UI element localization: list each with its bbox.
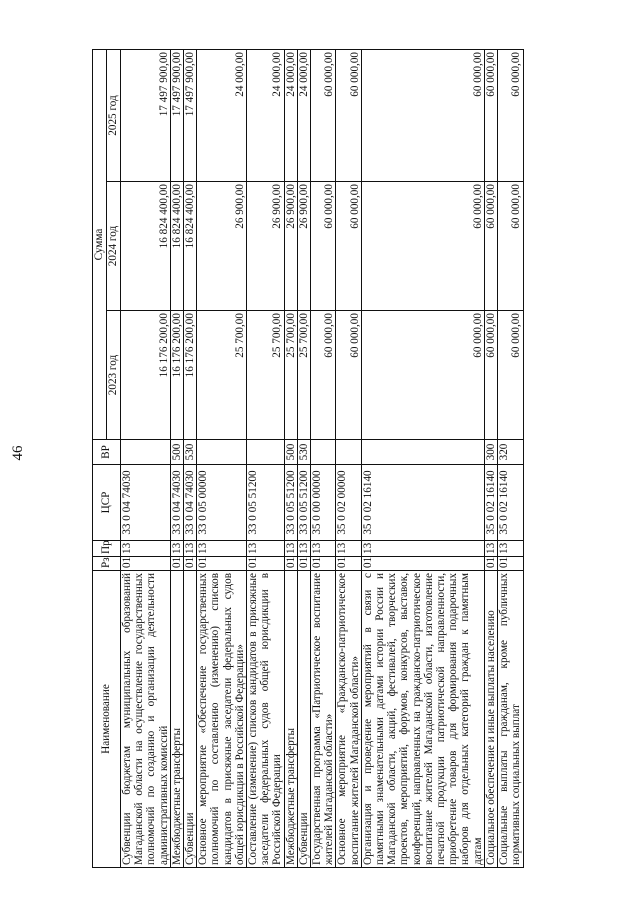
cell-2023: 16 176 200,00 [121, 311, 171, 440]
cell-pr: 13 [297, 541, 310, 557]
cell-name: Основное мероприятие «Гражданско-патриотическое воспитание жителей Магаданской области» [336, 571, 361, 868]
cell-rz: 01 [361, 557, 484, 571]
cell-2024: 60 000,00 [311, 182, 336, 311]
table-row [336, 49, 361, 867]
cell-vr: 500 [170, 440, 183, 465]
cell-2023: 16 176 200,00 [184, 311, 197, 440]
cell-vr [336, 440, 361, 465]
table-body [121, 49, 524, 867]
cell-2023: 60 000,00 [484, 311, 497, 440]
cell-vr [311, 440, 336, 465]
cell-csr: 35 0 00 00000 [311, 465, 336, 541]
cell-vr [247, 440, 285, 465]
cell-rz: 01 [297, 557, 310, 571]
cell-name: Организация и проведение мероприятий в связи с памятными знаменательными датами истории России и Магаданской области, акций, фестивалей, творческих проектов, мероприятий, форумов, конкурсов, выставок, конференций, направленных на гражданско-патриотическое воспитание жителей Магаданской области, изготовление печатной продукции патриотической направленности, приобретение товаров для формирования подарочных наборов для отдельных категорий граждан к памятным датам [361, 571, 484, 868]
cell-rz: 01 [498, 557, 523, 571]
cell-csr: 33 0 05 51200 [297, 465, 310, 541]
cell-csr: 33 0 05 51200 [284, 465, 297, 541]
header-csr: ЦСР [93, 465, 121, 541]
cell-2023: 60 000,00 [361, 311, 484, 440]
table-row [284, 49, 297, 867]
cell-vr: 320 [498, 440, 523, 465]
header-pr: Пр [93, 541, 121, 557]
page-number: 46 [10, 445, 26, 461]
cell-2024: 16 824 400,00 [170, 182, 183, 311]
cell-vr: 300 [484, 440, 497, 465]
cell-pr: 13 [170, 541, 183, 557]
cell-csr: 33 0 04 74030 [170, 465, 183, 541]
cell-rz: 01 [311, 557, 336, 571]
cell-rz: 01 [197, 557, 247, 571]
cell-name: Субвенции [297, 571, 310, 868]
cell-csr: 35 0 02 16140 [361, 465, 484, 541]
table-row [361, 49, 484, 867]
table-row [184, 49, 197, 867]
header-vr: ВР [93, 440, 121, 465]
cell-name: Социальные выплаты гражданам, кроме публичных нормативных социальных выплат [498, 571, 523, 868]
cell-2023: 60 000,00 [336, 311, 361, 440]
cell-name: Составление (изменение) списков кандидатов в присяжные заседатели федеральных судов общей юрисдикции в Российской Федерации [247, 571, 285, 868]
cell-2025: 24 000,00 [297, 49, 310, 181]
header-2024: 2024 год [107, 182, 121, 311]
table-row [247, 49, 285, 867]
table-row [121, 49, 171, 867]
cell-2025: 60 000,00 [336, 49, 361, 181]
cell-csr: 33 0 04 74030 [184, 465, 197, 541]
cell-2025: 17 497 900,00 [170, 49, 183, 181]
cell-pr: 13 [311, 541, 336, 557]
cell-name: Субвенции бюджетам муниципальных образований Магаданской области на осуществление государственных полномочий по созданию и организации деятельности административных комиссий [121, 571, 171, 868]
cell-csr: 33 0 05 51200 [247, 465, 285, 541]
cell-name: Межбюджетные трансферты [170, 571, 183, 868]
cell-pr: 13 [197, 541, 247, 557]
cell-2025: 17 497 900,00 [121, 49, 171, 181]
cell-rz: 01 [336, 557, 361, 571]
cell-2025: 24 000,00 [197, 49, 247, 181]
cell-2024: 60 000,00 [361, 182, 484, 311]
budget-table-sheet [92, 50, 597, 868]
cell-vr [121, 440, 171, 465]
cell-2023: 60 000,00 [498, 311, 523, 440]
cell-pr: 13 [284, 541, 297, 557]
cell-rz: 01 [170, 557, 183, 571]
cell-pr: 13 [361, 541, 484, 557]
cell-vr: 530 [297, 440, 310, 465]
cell-csr: 35 0 02 16140 [484, 465, 497, 541]
cell-2023: 60 000,00 [311, 311, 336, 440]
header-name: Наименование [93, 571, 121, 868]
budget-table [92, 49, 524, 868]
cell-pr: 13 [484, 541, 497, 557]
cell-pr: 13 [184, 541, 197, 557]
cell-name: Основное мероприятие «Обеспечение государственных полномочий по составлению (изменению) списков кандидатов в присяжные заседатели федеральных судов общей юрисдикции в Российской Федерации» [197, 571, 247, 868]
cell-2024: 60 000,00 [484, 182, 497, 311]
cell-2023: 25 700,00 [297, 311, 310, 440]
table-row [498, 49, 523, 867]
cell-2023: 25 700,00 [197, 311, 247, 440]
cell-2024: 16 824 400,00 [184, 182, 197, 311]
cell-rz: 01 [247, 557, 285, 571]
cell-rz: 01 [184, 557, 197, 571]
cell-csr: 35 0 02 16140 [498, 465, 523, 541]
cell-vr [361, 440, 484, 465]
cell-2024: 60 000,00 [336, 182, 361, 311]
cell-vr: 500 [284, 440, 297, 465]
header-sum: Сумма [93, 49, 107, 439]
cell-name: Социальное обеспечение и иные выплаты населению [484, 571, 497, 868]
cell-2023: 25 700,00 [284, 311, 297, 440]
cell-name: Межбюджетные трансферты [284, 571, 297, 868]
table-row [170, 49, 183, 867]
cell-pr: 13 [121, 541, 171, 557]
cell-name: Субвенции [184, 571, 197, 868]
cell-rz: 01 [121, 557, 171, 571]
table-row [484, 49, 497, 867]
cell-pr: 13 [498, 541, 523, 557]
cell-rz: 01 [284, 557, 297, 571]
cell-2025: 60 000,00 [498, 49, 523, 181]
table-row [197, 49, 247, 867]
cell-2025: 24 000,00 [284, 49, 297, 181]
table-row [297, 49, 310, 867]
cell-2025: 60 000,00 [484, 49, 497, 181]
header-rz: Рз [93, 557, 121, 571]
cell-2024: 26 900,00 [247, 182, 285, 311]
cell-2024: 16 824 400,00 [121, 182, 171, 311]
cell-2025: 60 000,00 [311, 49, 336, 181]
cell-csr: 35 0 02 00000 [336, 465, 361, 541]
cell-csr: 33 0 04 74030 [121, 465, 171, 541]
cell-2025: 24 000,00 [247, 49, 285, 181]
cell-pr: 13 [336, 541, 361, 557]
table-row [311, 49, 336, 867]
header-2025: 2025 год [107, 49, 121, 181]
cell-2024: 26 900,00 [197, 182, 247, 311]
cell-2023: 25 700,00 [247, 311, 285, 440]
cell-2024: 26 900,00 [297, 182, 310, 311]
cell-name: Государственная программа «Патриотическое воспитание жителей Магаданской области» [311, 571, 336, 868]
cell-2025: 60 000,00 [361, 49, 484, 181]
cell-rz: 01 [484, 557, 497, 571]
cell-2024: 26 900,00 [284, 182, 297, 311]
header-2023: 2023 год [107, 311, 121, 440]
cell-vr [197, 440, 247, 465]
cell-2023: 16 176 200,00 [170, 311, 183, 440]
cell-pr: 13 [247, 541, 285, 557]
cell-2024: 60 000,00 [498, 182, 523, 311]
cell-vr: 530 [184, 440, 197, 465]
cell-csr: 33 0 05 00000 [197, 465, 247, 541]
cell-2025: 17 497 900,00 [184, 49, 197, 181]
